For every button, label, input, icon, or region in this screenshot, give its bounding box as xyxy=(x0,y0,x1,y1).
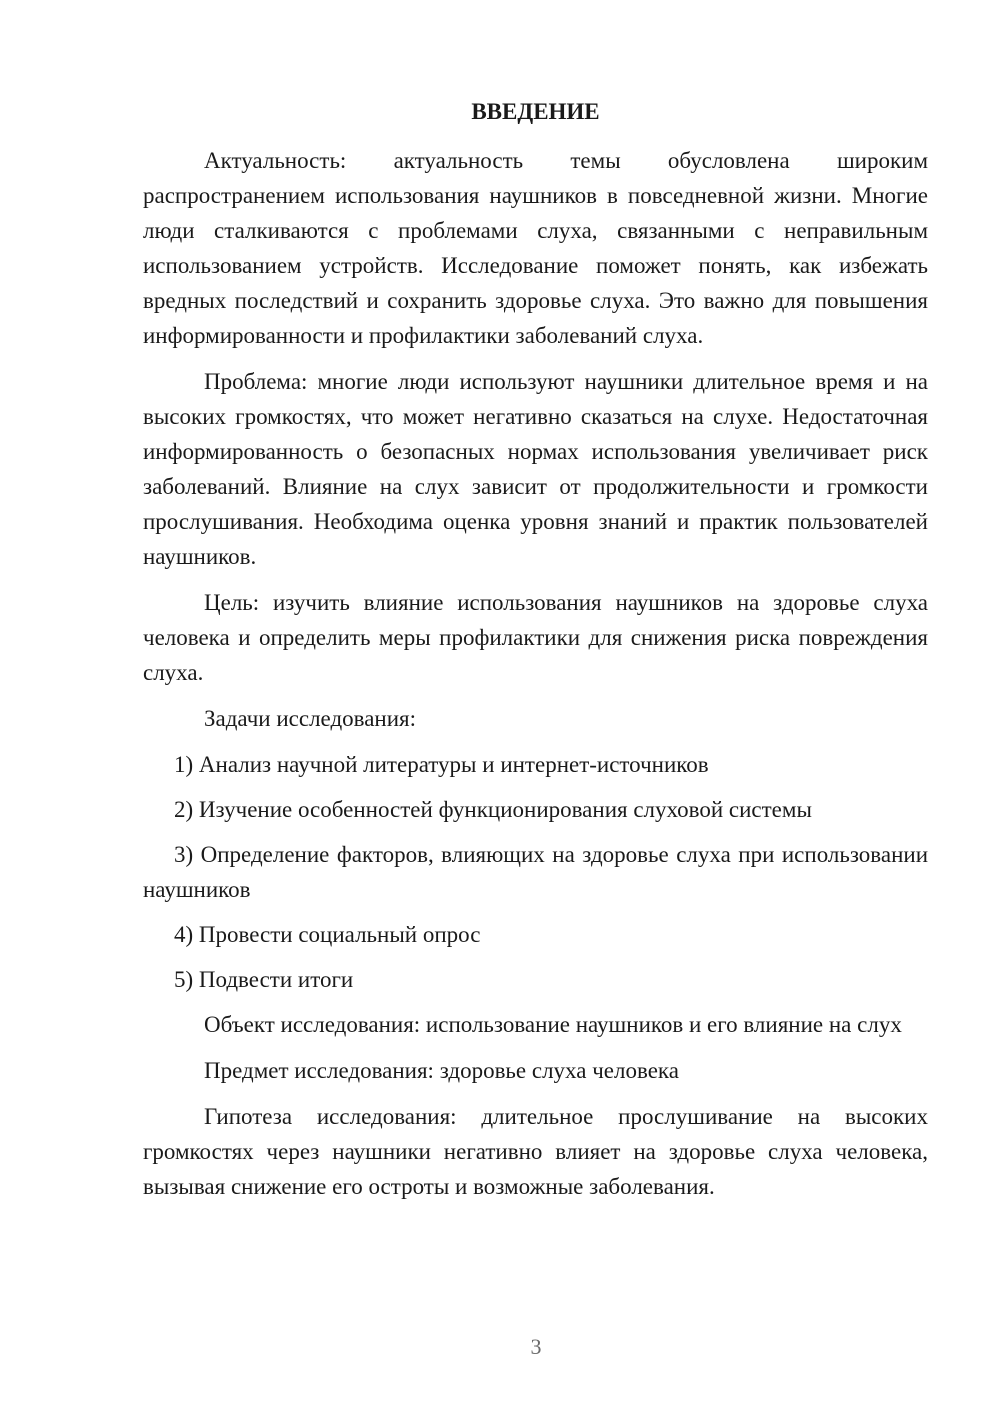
list-item: 2) Изучение особенностей функционирования слуховой системы xyxy=(174,797,812,822)
list-item: 3) Определение факторов, влияющих на здоровье слуха при использовании наушников xyxy=(143,842,928,902)
tasks-list xyxy=(143,747,928,997)
paragraph-object: Объект исследования: использование наушников и его влияние на слух xyxy=(204,1012,902,1037)
list-item: 4) Провести социальный опрос xyxy=(174,922,481,947)
paragraph-subject: Предмет исследования: здоровье слуха человека xyxy=(204,1058,679,1083)
paragraph-problem: Проблема: многие люди используют наушники длительное время и на высоких громкостях, что может негативно сказаться на слухе. Недостаточная информированность о безопасных нормах использования увеличивает риск заболеваний. Влияние на слух зависит от продолжительности и громкости прослушивания. Необходима оценка уровня знаний и практик пользователей наушников. xyxy=(143,369,928,569)
page-number: 3 xyxy=(530,1334,542,1359)
paragraph-hypothesis: Гипотеза исследования: длительное прослушивание на высоких громкостях через наушники негативно влияет на здоровье слуха человека, вызывая снижение его остроты и возможные заболевания. xyxy=(143,1104,928,1199)
document-body xyxy=(143,94,928,1215)
page-title: ВВЕДЕНИЕ xyxy=(471,99,600,124)
list-item: 1) Анализ научной литературы и интернет-источников xyxy=(174,752,709,777)
list-item: 5) Подвести итоги xyxy=(174,967,354,992)
paragraph-relevance: Актуальность: актуальность темы обусловлена широким распространением использования наушников в повседневной жизни. Многие люди сталкиваются с проблемами слуха, связанными с неправильным использованием устройств. Исследование поможет понять, как избежать вредных последствий и сохранить здоровье слуха. Это важно для повышения информированности и профилактики заболеваний слуха. xyxy=(143,148,928,348)
paragraph-goal: Цель: изучить влияние использования наушников на здоровье слуха человека и определить меры профилактики для снижения риска повреждения слуха. xyxy=(143,590,928,685)
tasks-heading: Задачи исследования: xyxy=(204,706,417,731)
